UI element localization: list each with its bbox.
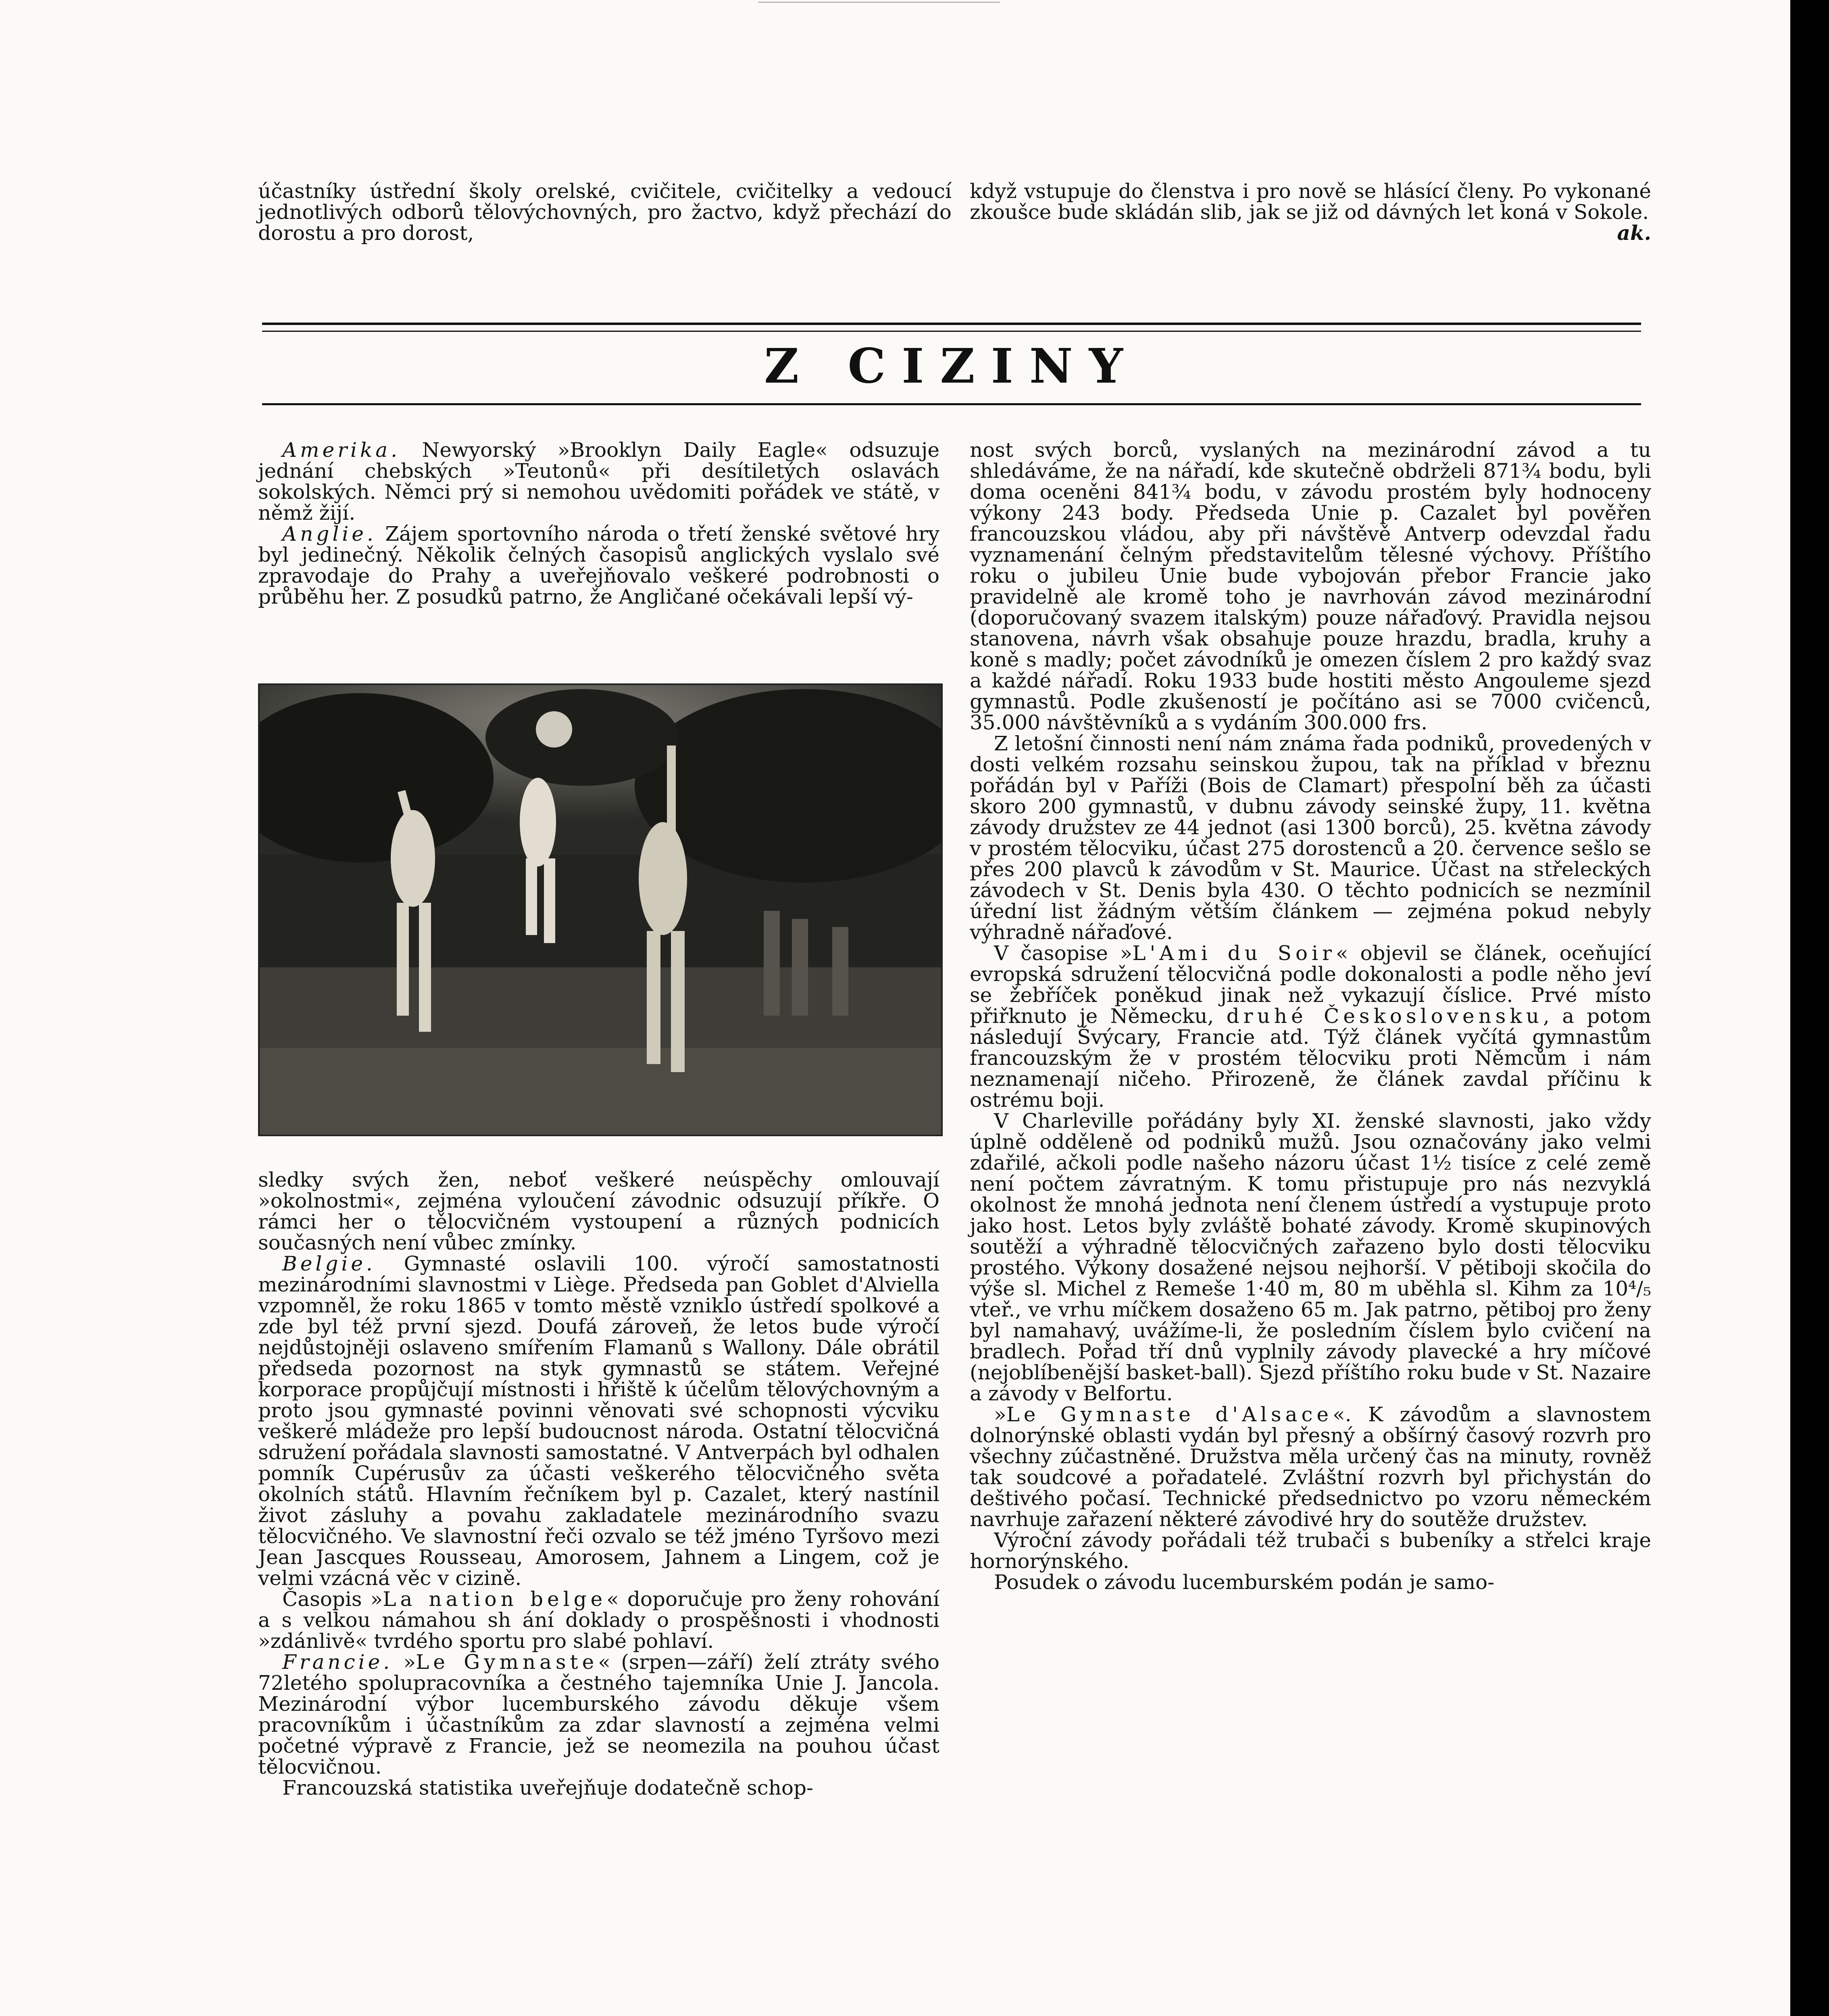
paragraph-amerika [258,439,939,523]
photo-illustration [260,685,941,1135]
country-lead: Anglie. [282,522,377,546]
section-divider-bottom [262,403,1641,405]
emphasis-text: druhé Československu [1226,1004,1543,1028]
photo-volleyball-players [258,683,943,1136]
right-column [970,439,1651,1593]
paragraph-text: » [393,1650,416,1674]
paragraph-text: «. K závodům a slavnostem dolnorýnské oblasti vydán byl přesný a obšírný časový rozvrh pro všechny zúčastněné. Družstva měla určený čas na minuty, rovněž tak soudcové a pořadatelé. Zvláštní rozvrh byl přichystán do deštivého počasí. Technické předsednictvo po vzoru německém navrhuje zařazení některé závodivé hry do soutěže družstev. [970,1403,1651,1531]
paragraph-text: V časopise » [994,941,1133,965]
paragraph-continued: nost svých borců, vyslaných na mezinárodní závod a tu shledáváme, že na nářadí, kde skutečně obdrželi 871¾ bodu, byli doma oceněni 841¾ bodu, v závodu prostém byly hodnoceny výkony 243 body. Předseda Unie p. Cazalet byl pověřen francouzskou vládou, aby při návštěvě Antverp odevzdal řadu vyznamenání čelným představitelům tělesné výchovy. Příštího roku o jubileu Unie bude vybojován přebor Francie jako pravidelně ale kromě toho je navrhován závod mezinárodní (doporučovaný svazem italským) pouze nářaďový. Pravidla nejsou stanovena, návrh však obsahuje pouze hrazdu, bradla, kruhy a koně s madly; počet závodníků je omezen číslem 2 pro každý svaz a každé nářadí. Roku 1933 bude hostiti město Angouleme sjezd gymnastů. Podle zkušeností je počítáno asi se 7000 cvičenců, 35.000 návštěvníků a s vydáním 300.000 frs. [970,438,1651,734]
ball-shape [536,711,572,748]
left-column-top [258,439,939,607]
scan-artifact [758,2,1000,19]
continued-text: když vstupuje do členstva i pro nově se hlásící členy. Po vykonané zkoušce bude skládán slib, jak se již od dávných let koná v Sokole. [970,179,1651,224]
section-divider-top [262,323,1641,332]
paragraph-charleville: V Charleville pořádány byly XI. ženské slavnosti, jako vždy úplně odděleně od podniků mužů. Jsou označovány jako velmi zdařilé, ačkoli podle našeho názoru účast 1½ tisíce z celé země není počtem závratným. K tomu přistupuje pro nás nezvyklá okolnost že mnohá jednota není členem ústředí a vystupuje proto jako host. Letos byly zvláště bohaté závody. Kromě skupinových soutěží a výhradně tělocvičných zařazeno bylo dosti tělocviku prostého. Výkony dosažené nejsou nejhorší. V pětiboji skočila do výše sl. Michel z Remeše 1·40 m, 80 m uběhla sl. Kihm za 10⁴/₅ vteř., ve vrhu míčkem dosaženo 65 m. Jak patrno, pětiboj pro ženy byl namahavý, uvážíme-li, že posledním číslem bylo cvičení na bradlech. Pořad tří dnů vyplnily závody plavecké a hry míčové (nejoblíbenější basket-ball). Sjezd příštího roku bude v St. Nazaire a závody v Belfortu. [970,1109,1651,1405]
paragraph-text: Časopis » [282,1587,383,1611]
paragraph-seine: Z letošní činnosti není nám známa řada podniků, provedených v dosti velkém rozsahu seinskou župou, tak na příklad v březnu pořádán byl v Paříži (Bois de Clamart) přespolní běh za účasti skoro 200 gymnastů, v dubnu závody seinské župy, 11. května závody družstev ze 44 jednot (asi 1300 borců), 25. května závody v prostém tělocviku, účast 275 dorostenců a 20. července sešlo se přes 200 plavců k závodům v St. Maurice. Účast na střeleckých závodech v St. Denis byla 430. O těchto podnicích se nezmínil úřední list žádným větším článkem — zejména pokud nebyly výhradně nářaďové. [970,732,1651,944]
journal-name: Le Gymnaste [416,1650,598,1674]
country-lead: Belgie. [282,1252,376,1275]
continued-paragraph-right [970,179,1651,245]
section-heading: Z CIZINY [764,338,1139,394]
top-right-column [970,181,1651,244]
top-left-column [258,181,952,244]
paragraph-continued: sledky svých žen, neboť veškeré neúspěchy omlouvají »okolnostmi«, zejména vyloučení závodnic odsuzují příkře. O rámci her o tělocvičném vystoupení a různých podnicích současných není vůbec zmínky. [258,1168,939,1254]
paragraph-belgie [258,1253,939,1589]
country-lead: Amerika. [282,438,401,462]
paragraph-statistika: Francouzská statistika uveřejňuje dodatečně schop- [282,1776,813,1799]
journal-name: La nation belge [383,1587,607,1611]
continued-paragraph-left: účastníky ústřední školy orelské, cvičitele, cvičitelky a vedoucí jednotlivých odborů tělovýchovných, pro žactvo, když přechází do dorostu a pro dorost, [258,179,952,245]
paragraph-text: « objevil se článek, oceňující evropská sdružení tělocvičná podle dokonalosti a podle něho jeví se žebříček poněkud jinak než vykazují číslice. Prvé místo přiřknuto je Německu, [970,941,1651,1028]
paragraph-text: « doporučuje pro ženy rohování a s velkou námahou sh ání doklady o prospěšnosti i vhodnosti »zdánlivě« tvrdého sportu pro slabé pohlaví. [258,1587,939,1653]
paragraph-anglie [258,523,939,607]
paragraph-alsace [970,1404,1651,1530]
journal-name: Le Gymnaste d'Alsace [1006,1403,1333,1426]
paragraph-nation-belge [258,1589,939,1652]
paragraph-trubaci: Výroční závody pořádali též trubači s bubeníky a střelci kraje hornorýnského. [970,1529,1651,1573]
paragraph-text: , a potom následují Švýcary, Francie atd. Týž článek vyčítá gymnastům francouzským že v prostém tělocviku proti Němcům i nám neznamenají ničeho. Přirozeně, že článek zavdal příčinu k ostrému boji. [970,1004,1651,1112]
paragraph-lucemburk: Posudek o závodu lucemburském podán je samo- [994,1570,1495,1594]
paragraph-text: Newyorský »Brooklyn Daily Eagle« odsuzuje jednání chebských »Teutonů« při desítiletých oslavách sokolských. Němci prý si nemohou uvědomiti pořádek ve státě, v němž žijí. [258,438,939,525]
paragraph-text: « (srpen—září) želí ztráty svého 72letého spolupracovníka a čestného tajemníka Unie J. Jancola. Mezinárodní výbor lucemburského závodu děkuje všem pracovníkům i účastníkům za zdar slavností a zejména velmi početné výpravě z Francie, jež se neomezila na pouhou účast tělocvičnou. [258,1650,939,1779]
journal-name: L'Ami du Soir [1132,941,1336,965]
paragraph-text: » [994,1403,1006,1426]
paragraph-francie [258,1652,939,1777]
country-lead: Francie. [282,1650,393,1674]
author-signature: ak. [1617,221,1651,245]
paragraph-ami-du-soir [970,943,1651,1110]
left-column-bottom [258,1169,939,1798]
paragraph-text: Zájem sportovního národa o třetí ženské světové hry byl jedinečný. Několik čelných časopisů anglických vyslalo své zpravodaje do Prahy a uveřejňovalo veškeré podrobnosti o průběhu her. Z posudků patrno, že Angličané očekávali lepší vý- [258,522,939,608]
paragraph-text: Gymnasté oslavili 100. výročí samostatnosti mezinárodními slavnostmi v Liège. Předseda pan Goblet d'Alviella vzpomněl, že roku 1865 v tomto městě vzniklo ústředí spolkové a zde byl též první sjezd. Doufá zároveň, že letos bude výročí nejdůstojněji oslaveno smířením Flamanů s Wallony. Dále obrátil předseda pozornost na styk gymnastů se státem. Veřejné korporace propůjčují místnosti i hřiště k účelům tělovýchovným a proto jsou gymnasté povinni věnovati své schopnosti výcviku veškeré mládeže pro lepší budoucnost národa. Ostatní tělocvičná sdružení pořádala slavnosti samostatné. V Antverpách byl odhalen pomník Cupérusův za účasti veškerého tělocvičného světa okolních států. Hlavním řečníkem byl p. Cazalet, který nastínil život zásluhy a povahu zakladatele mezinárodního svazu tělocvičného. Ve slavnostní řeči ozvalo se též jméno Tyršovo mezi Jean Jascques Rousseau, Amorosem, Jahnem a Lingem, což je velmi vzácná věc v cizině. [258,1252,939,1590]
